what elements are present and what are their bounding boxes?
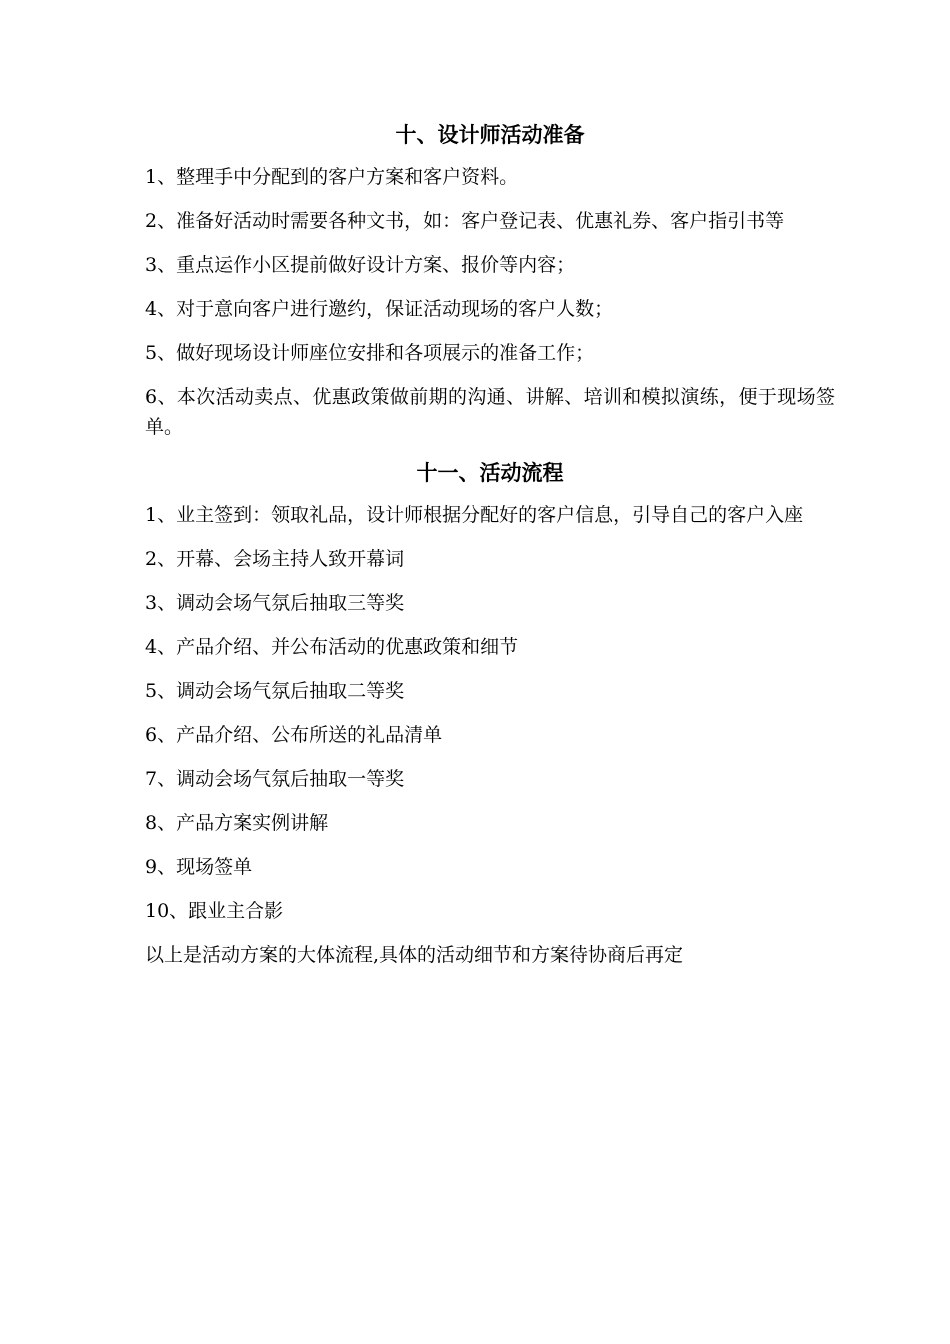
list-item: 1、业主签到：领取礼品，设计师根据分配好的客户信息，引导自己的客户入座 [145, 504, 804, 526]
closing-note: 以上是活动方案的大体流程,具体的活动细节和方案待协商后再定 [145, 944, 684, 966]
list-item: 2、开幕、会场主持人致开幕词 [145, 548, 405, 570]
list-item: 5、调动会场气氛后抽取二等奖 [145, 680, 405, 702]
list-item: 10、跟业主合影 [145, 900, 284, 922]
list-item: 4、对于意向客户进行邀约，保证活动现场的客户人数； [145, 298, 614, 320]
list-item: 2、准备好活动时需要各种文书，如：客户登记表、优惠礼券、客户指引书等 [145, 210, 785, 232]
section-11-list [145, 500, 835, 926]
list-item: 9、现场签单 [145, 856, 253, 878]
list-item: 1、整理手中分配到的客户方案和客户资料。 [145, 166, 519, 188]
list-item: 5、做好现场设计师座位安排和各项展示的准备工作； [145, 342, 595, 364]
document-body [145, 118, 835, 970]
list-item: 3、调动会场气氛后抽取三等奖 [145, 592, 405, 614]
list-item: 3、重点运作小区提前做好设计方案、报价等内容； [145, 254, 576, 276]
list-item: 4、产品介绍、并公布活动的优惠政策和细节 [145, 636, 519, 658]
section-10-list [145, 162, 835, 442]
list-item: 7、调动会场气氛后抽取一等奖 [145, 768, 405, 790]
list-item: 6、本次活动卖点、优惠政策做前期的沟通、讲解、培训和模拟演练，便于现场签单。 [145, 386, 835, 438]
list-item: 8、产品方案实例讲解 [145, 812, 329, 834]
section-11-title: 十一、活动流程 [416, 461, 564, 485]
section-10-title: 十、设计师活动准备 [395, 123, 585, 147]
list-item: 6、产品介绍、公布所送的礼品清单 [145, 724, 443, 746]
